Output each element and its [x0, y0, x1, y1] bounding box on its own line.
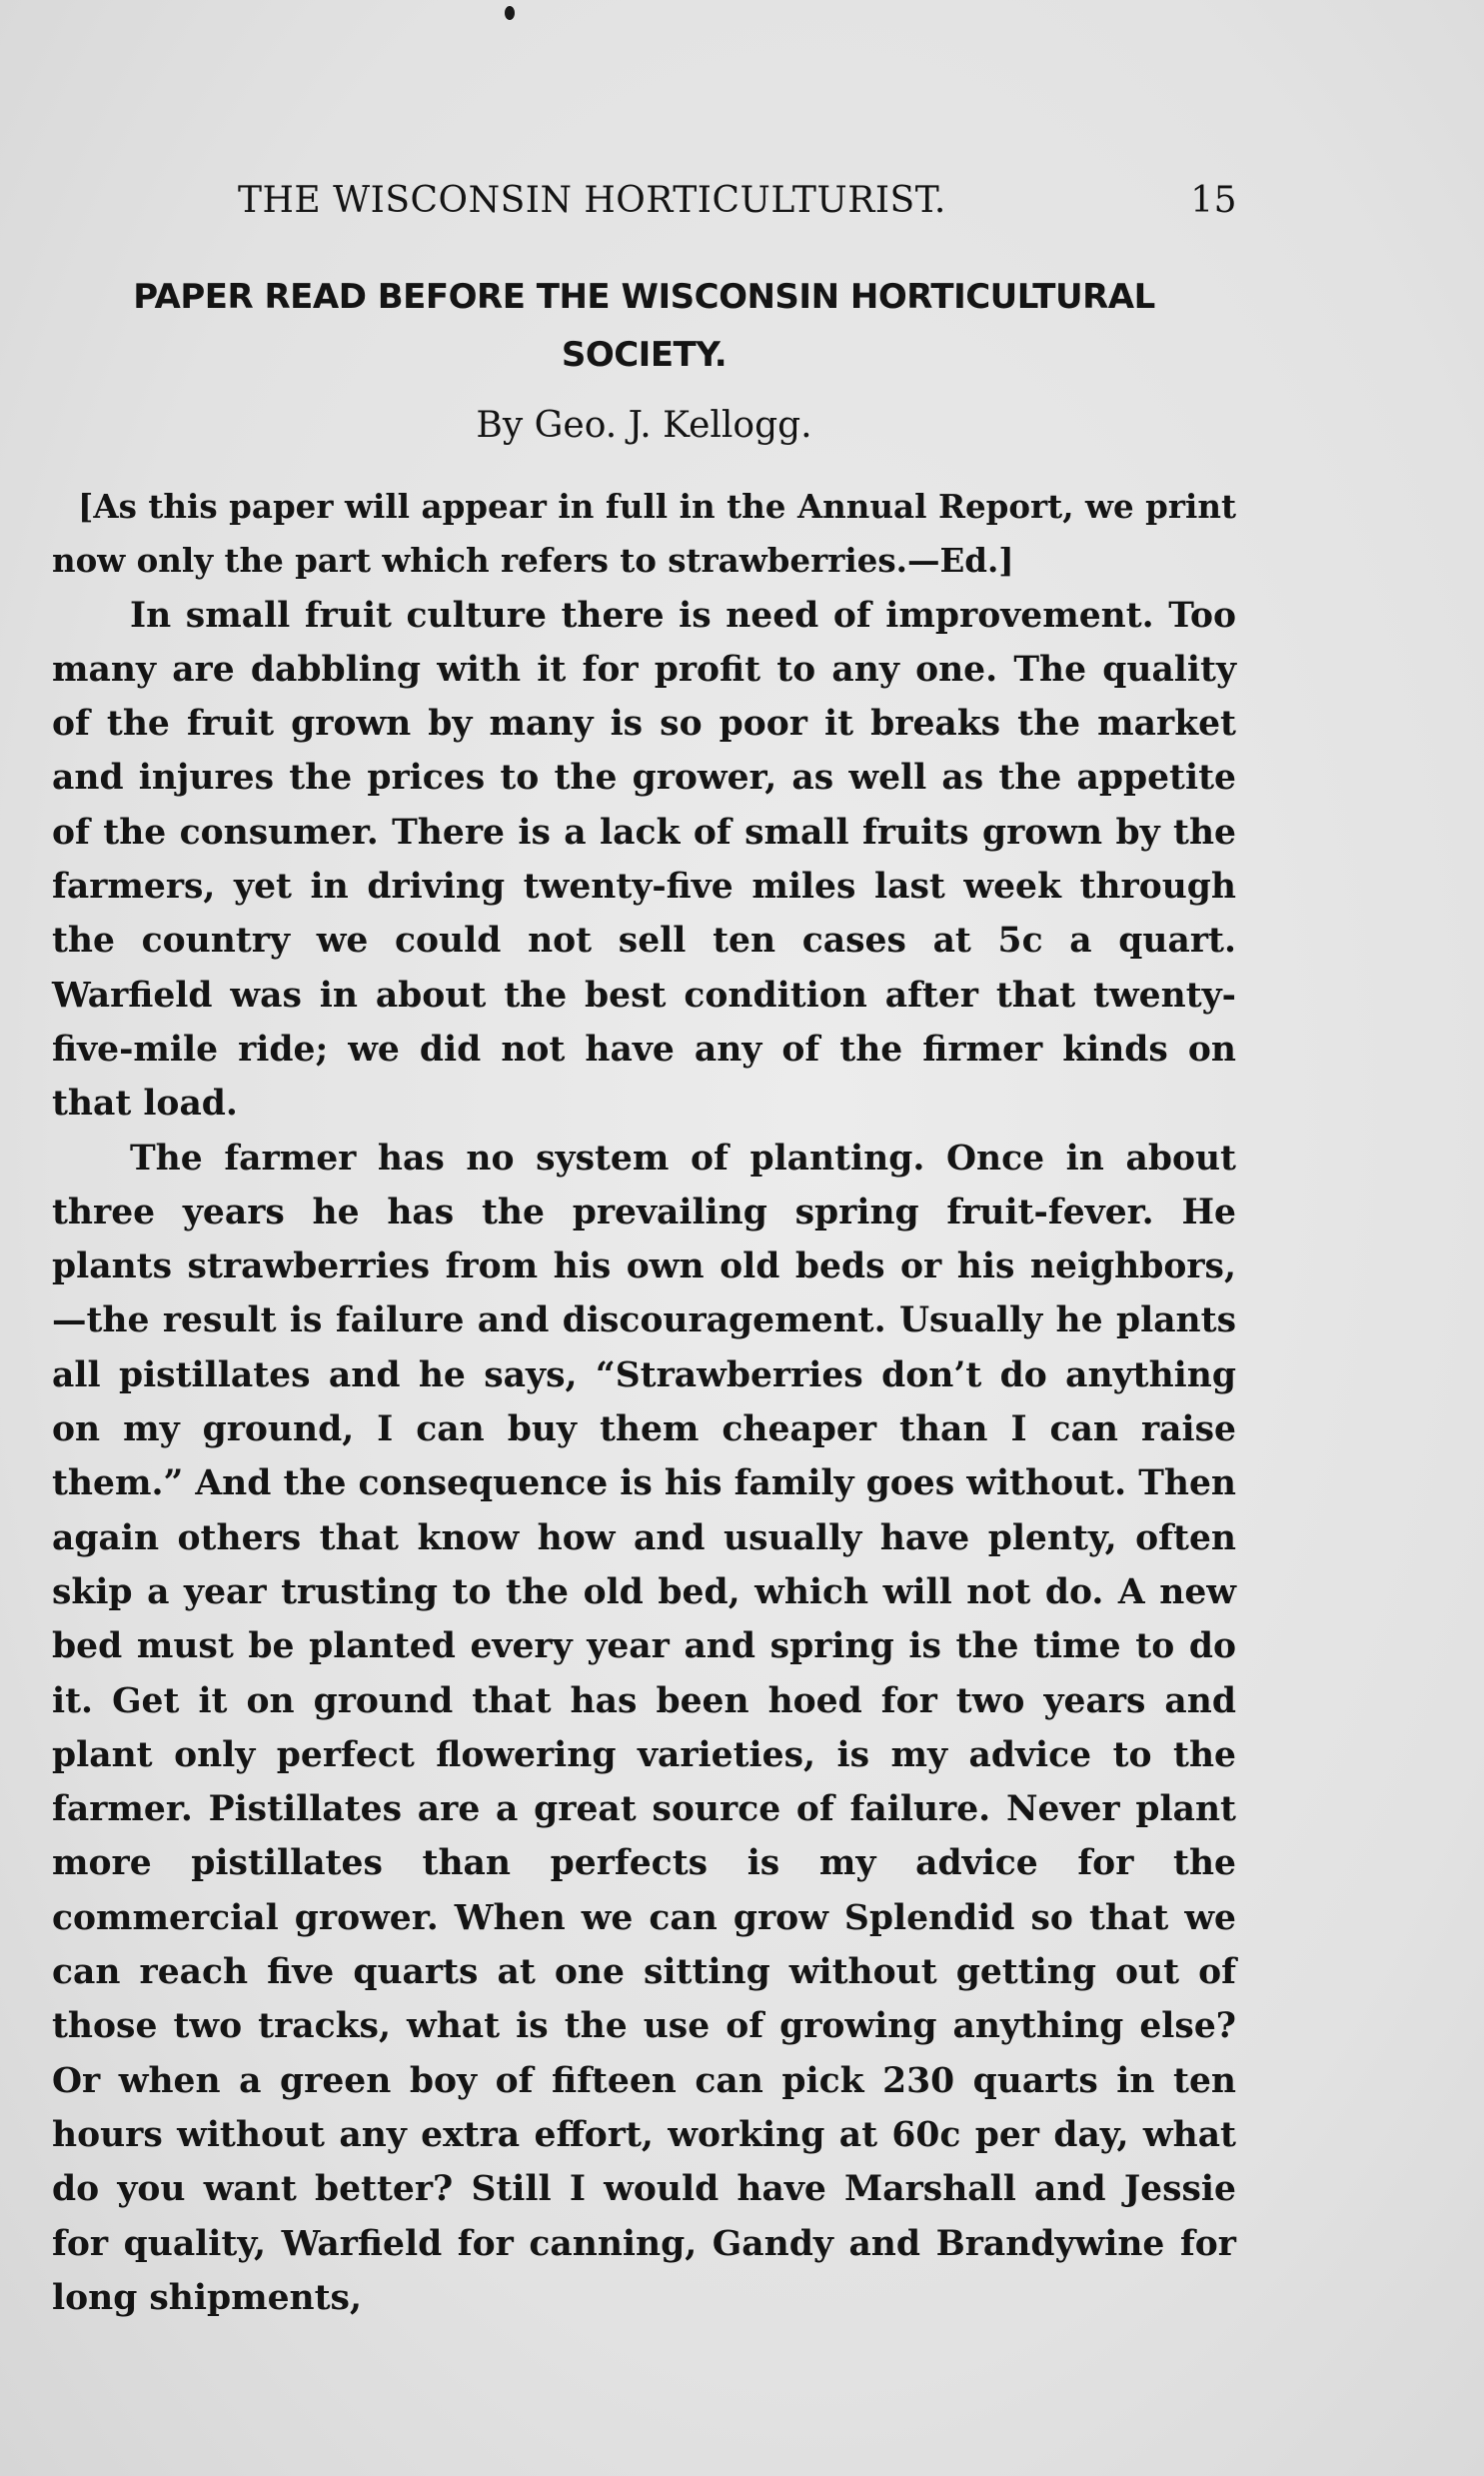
running-head: [238, 180, 1247, 230]
paragraph: In small fruit culture there is need of improvement. Too many are dabbling with it for profit to any one. The quality of the fruit grown by many is so poor it breaks the market and injures the prices to the grower, as well as the appetite of the consumer. There is a lack of small fruits grown by the farmers, yet in driving twenty-five miles last week through the country we could not sell ten cases at 5c a quart. Warfield was in about the best condition after that twenty-five-mile ride; we did not have any of the firmer kinds on that load.: [52, 595, 1236, 1125]
ink-speck: [505, 6, 515, 20]
article-body: [52, 480, 1236, 2325]
page-number: 15: [1190, 180, 1237, 221]
paragraph: The farmer has no system of planting. Once in about three years he has the prevailing spring fruit-fever. He plants strawberries from his own old beds or his neighbors, —the result is failure and discouragement. Usually he plants all pistillates and he says, “Strawberries don’t do anything on my ground, I can buy them cheaper than I can raise them.” And the consequence is his family goes without. Then again others that know how and usually have plenty, often skip a year trusting to the old bed, which will not do. A new bed must be planted every year and spring is the time to do it. Get it on ground that has been hoed for two years and plant only perfect flowering varieties, is my advice to the farmer. Pistillates are a great source of failure. Never plant more pistillates than perfects is my advice for the commercial grower. When we can grow Splendid so that we can reach five quarts at one sitting without getting out of those two tracks, what is the use of growing anything else? Or when a green boy of fifteen can pick 230 quarts in ten hours without any extra effort, working at 60c per day, what do you want better? Still I would have Marshall and Jessie for quality, Warfield for canning, Gandy and Brandywine for long shipments,: [52, 1138, 1236, 2318]
editor-note: [As this paper will appear in full in the Annual Report, we print now only the part which refers to strawberries.—Ed.]: [52, 487, 1236, 581]
article-title: PAPER READ BEFORE THE WISCONSIN HORTICULTURAL SOCIETY.: [133, 277, 1155, 375]
journal-title: THE WISCONSIN HORTICULTURIST.: [238, 180, 946, 221]
byline: By Geo. J. Kellogg.: [476, 405, 812, 446]
